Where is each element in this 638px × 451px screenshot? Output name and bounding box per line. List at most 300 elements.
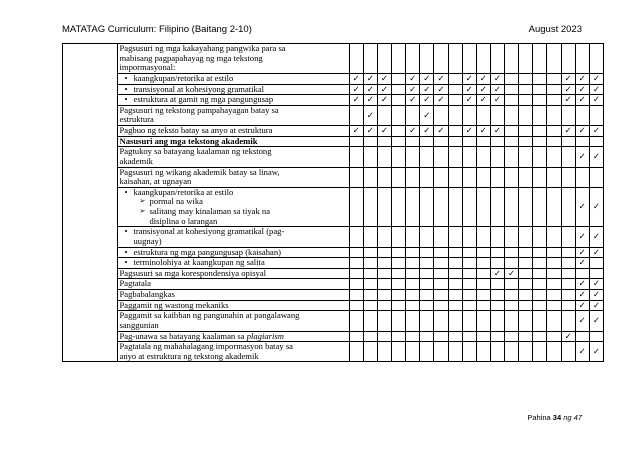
- competency-line: [120, 237, 347, 247]
- check-icon: ✓: [366, 125, 374, 136]
- grade-cell: [63, 126, 118, 137]
- check-icon: ✓: [352, 72, 360, 83]
- check-icon: ✓: [508, 267, 516, 278]
- grade-mark-cell: [392, 268, 406, 279]
- grade-cell: [63, 95, 118, 106]
- grade-mark-cell: [547, 268, 561, 279]
- grade-mark-cell: [575, 187, 589, 227]
- competency-cell: [117, 95, 349, 106]
- grade-mark-cell: [589, 227, 603, 247]
- check-icon: ✓: [437, 83, 445, 94]
- check-icon: ✓: [409, 125, 417, 136]
- grade-mark-cell: [392, 147, 406, 167]
- bullet-icon: •: [124, 94, 128, 105]
- grade-mark-cell: [589, 44, 603, 74]
- grade-mark-cell: [476, 136, 490, 147]
- competency-cell: [117, 311, 349, 331]
- competency-line: [120, 269, 347, 279]
- competency-text: kaisahan, at ugnayan: [119, 176, 192, 187]
- grade-mark-cell: [561, 247, 575, 258]
- grade-mark-cell: [363, 187, 377, 227]
- grade-mark-cell: [420, 300, 434, 311]
- check-icon: ✓: [592, 299, 600, 310]
- grade-mark-cell: [547, 279, 561, 290]
- grade-mark-cell: [505, 95, 519, 106]
- grade-cell: [63, 300, 118, 311]
- grade-mark-cell: [434, 147, 448, 167]
- grade-mark-cell: [575, 73, 589, 84]
- competency-text: sanggunian: [119, 319, 159, 330]
- grade-mark-cell: [406, 84, 420, 95]
- grade-mark-cell: [363, 268, 377, 279]
- grade-mark-cell: [533, 268, 547, 279]
- grade-mark-cell: [448, 227, 462, 247]
- competency-cell: [117, 44, 349, 74]
- grade-mark-cell: [434, 95, 448, 106]
- grade-mark-cell: [589, 258, 603, 269]
- grade-mark-cell: [406, 300, 420, 311]
- grade-cell: [63, 105, 118, 125]
- grade-mark-cell: [519, 247, 533, 258]
- grade-mark-cell: [589, 290, 603, 301]
- grade-mark-cell: [420, 84, 434, 95]
- grade-mark-cell: [547, 136, 561, 147]
- competency-cell: [117, 247, 349, 258]
- grade-mark-cell: [406, 167, 420, 187]
- grade-cell: [63, 290, 118, 301]
- check-icon: ✓: [479, 125, 487, 136]
- grade-mark-cell: [533, 279, 547, 290]
- grade-mark-cell: [448, 331, 462, 342]
- check-icon: ✓: [592, 125, 600, 136]
- grade-mark-cell: [547, 126, 561, 137]
- document-header-title: MATATAG Curriculum: Filipino (Baitang 2-10): [62, 24, 252, 35]
- competency-cell: [117, 258, 349, 269]
- competency-text: Pagsusuri ng tekstong pampahayagan batay sa: [119, 104, 279, 115]
- grade-mark-cell: [519, 187, 533, 227]
- table-row: [63, 268, 604, 279]
- grade-mark-cell: [561, 279, 575, 290]
- grade-mark-cell: [505, 73, 519, 84]
- grade-mark-cell: [505, 342, 519, 362]
- check-icon: ✓: [380, 94, 389, 105]
- check-icon: ✓: [564, 330, 572, 341]
- grade-mark-cell: [434, 258, 448, 269]
- grade-cell: [63, 136, 118, 147]
- grade-mark-cell: [462, 331, 476, 342]
- grade-mark-cell: [434, 227, 448, 247]
- grade-mark-cell: [349, 84, 363, 95]
- competency-cell: [117, 268, 349, 279]
- check-icon: ✓: [352, 83, 360, 94]
- check-icon: ✓: [423, 125, 431, 136]
- grade-cell: [63, 167, 118, 187]
- grade-mark-cell: [363, 73, 377, 84]
- competency-text: akademik: [119, 155, 153, 166]
- grade-mark-cell: [363, 279, 377, 290]
- grade-mark-cell: [505, 227, 519, 247]
- grade-mark-cell: [519, 258, 533, 269]
- competency-text: Pagbuo ng teksto batay sa anyo at estruktura: [119, 125, 273, 135]
- competency-italic-term: plagiarism: [246, 330, 284, 341]
- grade-mark-cell: [420, 342, 434, 362]
- grade-mark-cell: [476, 147, 490, 167]
- grade-mark-cell: [476, 290, 490, 301]
- competency-cell: [117, 73, 349, 84]
- grade-mark-cell: [589, 167, 603, 187]
- grade-mark-cell: [406, 147, 420, 167]
- check-icon: ✓: [592, 289, 600, 300]
- grade-mark-cell: [377, 342, 391, 362]
- competency-line: [120, 352, 347, 362]
- grade-mark-cell: [519, 95, 533, 106]
- competency-line: [120, 177, 347, 187]
- grade-mark-cell: [462, 136, 476, 147]
- check-icon: ✓: [592, 278, 600, 289]
- grade-mark-cell: [349, 311, 363, 331]
- check-icon: ✓: [592, 151, 600, 162]
- table-row: [63, 311, 604, 331]
- grade-mark-cell: [377, 258, 391, 269]
- grade-mark-cell: [547, 73, 561, 84]
- grade-cell: [63, 311, 118, 331]
- grade-mark-cell: [547, 258, 561, 269]
- grade-mark-cell: [561, 300, 575, 311]
- grade-mark-cell: [476, 227, 490, 247]
- grade-mark-cell: [349, 147, 363, 167]
- grade-mark-cell: [533, 311, 547, 331]
- competency-text: uugnay): [133, 235, 162, 246]
- grade-mark-cell: [519, 136, 533, 147]
- grade-mark-cell: [420, 147, 434, 167]
- competency-text: mabisang pagpapahayag ng mga tekstong: [119, 52, 263, 63]
- grade-mark-cell: [434, 311, 448, 331]
- grade-mark-cell: [547, 95, 561, 106]
- check-icon: ✓: [592, 315, 600, 326]
- grade-mark-cell: [561, 95, 575, 106]
- check-icon: ✓: [437, 94, 445, 105]
- check-icon: ✓: [592, 201, 600, 212]
- competency-line: [120, 258, 347, 268]
- competency-text: kaangkupan/retorika at estilo: [133, 186, 234, 197]
- grade-mark-cell: [561, 84, 575, 95]
- check-icon: ✓: [592, 345, 600, 356]
- competency-cell: [117, 136, 349, 147]
- grade-mark-cell: [547, 290, 561, 301]
- check-icon: ✓: [352, 125, 360, 136]
- grade-mark-cell: [448, 44, 462, 74]
- grade-mark-cell: [392, 311, 406, 331]
- grade-mark-cell: [377, 167, 391, 187]
- grade-mark-cell: [490, 44, 504, 74]
- grade-mark-cell: [575, 342, 589, 362]
- grade-mark-cell: [547, 187, 561, 227]
- competency-cell: [117, 126, 349, 137]
- grade-mark-cell: [462, 187, 476, 227]
- grade-mark-cell: [490, 290, 504, 301]
- grade-mark-cell: [547, 227, 561, 247]
- table-row: [63, 258, 604, 269]
- grade-mark-cell: [377, 84, 391, 95]
- footer-prefix: Pahina: [527, 413, 553, 422]
- grade-mark-cell: [392, 279, 406, 290]
- grade-mark-cell: [561, 268, 575, 279]
- grade-mark-cell: [363, 227, 377, 247]
- grade-mark-cell: [519, 279, 533, 290]
- grade-mark-cell: [420, 136, 434, 147]
- bullet-icon: •: [124, 72, 128, 83]
- grade-mark-cell: [490, 167, 504, 187]
- grade-mark-cell: [406, 73, 420, 84]
- grade-mark-cell: [589, 84, 603, 95]
- table-row: [63, 147, 604, 167]
- grade-mark-cell: [420, 227, 434, 247]
- check-icon: ✓: [479, 72, 487, 83]
- grade-mark-cell: [505, 331, 519, 342]
- grade-mark-cell: [434, 342, 448, 362]
- grade-mark-cell: [505, 147, 519, 167]
- grade-mark-cell: [448, 105, 462, 125]
- bullet-icon: •: [124, 226, 128, 237]
- grade-mark-cell: [462, 44, 476, 74]
- competency-text: Nasusuri ang mga tekstong akademik: [119, 135, 258, 146]
- grade-mark-cell: [575, 331, 589, 342]
- grade-mark-cell: [476, 279, 490, 290]
- bullet-icon: •: [124, 186, 128, 197]
- grade-mark-cell: [490, 300, 504, 311]
- competency-text: estruktura: [119, 114, 154, 125]
- competency-line: [120, 290, 347, 300]
- grade-mark-cell: [589, 279, 603, 290]
- grade-mark-cell: [575, 95, 589, 106]
- grade-mark-cell: [575, 247, 589, 258]
- competency-cell: [117, 290, 349, 301]
- table-row: [63, 279, 604, 290]
- check-icon: ✓: [493, 267, 502, 278]
- table-row: [63, 44, 604, 74]
- grade-mark-cell: [349, 331, 363, 342]
- grade-mark-cell: [377, 44, 391, 74]
- grade-mark-cell: [377, 300, 391, 311]
- competency-text: Pagtukoy sa batayang kaalaman ng tekstong: [119, 146, 272, 157]
- grade-mark-cell: [434, 44, 448, 74]
- competency-line: [120, 85, 347, 95]
- competency-line: [120, 321, 347, 331]
- grade-mark-cell: [575, 279, 589, 290]
- footer-suffix: ng 47: [561, 413, 582, 422]
- grade-mark-cell: [533, 95, 547, 106]
- grade-mark-cell: [420, 247, 434, 258]
- grade-mark-cell: [349, 227, 363, 247]
- grade-mark-cell: [420, 95, 434, 106]
- grade-mark-cell: [462, 300, 476, 311]
- grade-mark-cell: [533, 331, 547, 342]
- grade-mark-cell: [406, 247, 420, 258]
- grade-mark-cell: [505, 167, 519, 187]
- grade-mark-cell: [349, 342, 363, 362]
- competency-line: [120, 115, 347, 125]
- grade-mark-cell: [505, 247, 519, 258]
- grade-mark-cell: [392, 126, 406, 137]
- grade-mark-cell: [519, 268, 533, 279]
- grade-mark-cell: [589, 268, 603, 279]
- grade-mark-cell: [406, 187, 420, 227]
- grade-mark-cell: [519, 44, 533, 74]
- grade-mark-cell: [533, 187, 547, 227]
- competency-text: Pag-unawa sa batayang kaalaman sa: [119, 330, 247, 341]
- check-icon: ✓: [423, 83, 431, 94]
- grade-mark-cell: [476, 84, 490, 95]
- competency-line: [120, 157, 347, 167]
- competency-line: [120, 217, 347, 227]
- bullet-icon: •: [124, 246, 128, 257]
- grade-mark-cell: [561, 147, 575, 167]
- competency-text: Pagsusuri sa mga korespondensiya opisyal: [119, 267, 267, 278]
- grade-mark-cell: [462, 227, 476, 247]
- grade-mark-cell: [490, 268, 504, 279]
- check-icon: ✓: [493, 72, 502, 83]
- competency-line: [120, 63, 347, 73]
- grade-mark-cell: [349, 136, 363, 147]
- competency-cell: [117, 84, 349, 95]
- grade-mark-cell: [490, 147, 504, 167]
- competency-text: transisyonal at kohesiyong gramatikal: [133, 83, 265, 94]
- competency-text: terminolohiya at kaangkupan ng salita: [133, 257, 265, 268]
- grade-mark-cell: [533, 84, 547, 95]
- grade-mark-cell: [476, 167, 490, 187]
- grade-mark-cell: [561, 73, 575, 84]
- grade-cell: [63, 187, 118, 227]
- grade-cell: [63, 44, 118, 74]
- grade-cell: [63, 342, 118, 362]
- grade-mark-cell: [434, 290, 448, 301]
- grade-mark-cell: [363, 290, 377, 301]
- grade-mark-cell: [490, 227, 504, 247]
- grade-mark-cell: [448, 311, 462, 331]
- grade-mark-cell: [561, 105, 575, 125]
- grade-mark-cell: [533, 44, 547, 74]
- grade-mark-cell: [575, 105, 589, 125]
- grade-mark-cell: [420, 44, 434, 74]
- grade-mark-cell: [547, 300, 561, 311]
- grade-mark-cell: [392, 105, 406, 125]
- grade-mark-cell: [448, 268, 462, 279]
- check-icon: ✓: [578, 125, 586, 136]
- grade-mark-cell: [547, 167, 561, 187]
- grade-mark-cell: [462, 167, 476, 187]
- grade-mark-cell: [505, 126, 519, 137]
- grade-mark-cell: [349, 247, 363, 258]
- grade-mark-cell: [392, 300, 406, 311]
- check-icon: ✓: [578, 315, 586, 326]
- check-icon: ✓: [465, 94, 473, 105]
- grade-mark-cell: [448, 342, 462, 362]
- grade-mark-cell: [490, 331, 504, 342]
- grade-mark-cell: [392, 95, 406, 106]
- table-row: [63, 290, 604, 301]
- grade-cell: [63, 331, 118, 342]
- check-icon: ✓: [493, 83, 502, 94]
- check-icon: ✓: [479, 83, 487, 94]
- grade-mark-cell: [561, 342, 575, 362]
- check-icon: ✓: [578, 94, 586, 105]
- grade-mark-cell: [575, 136, 589, 147]
- grade-mark-cell: [392, 247, 406, 258]
- check-icon: ✓: [578, 151, 586, 162]
- grade-mark-cell: [406, 258, 420, 269]
- grade-mark-cell: [547, 331, 561, 342]
- competency-line: [120, 74, 347, 84]
- grade-mark-cell: [392, 290, 406, 301]
- competency-cell: [117, 105, 349, 125]
- grade-mark-cell: [519, 311, 533, 331]
- curriculum-table: [62, 43, 604, 362]
- grade-mark-cell: [377, 147, 391, 167]
- check-icon: ✓: [465, 125, 473, 136]
- grade-mark-cell: [561, 187, 575, 227]
- grade-mark-cell: [349, 290, 363, 301]
- grade-mark-cell: [589, 187, 603, 227]
- check-icon: ✓: [493, 94, 502, 105]
- grade-mark-cell: [448, 73, 462, 84]
- grade-mark-cell: [434, 136, 448, 147]
- competency-text: Pagbabalangkas: [119, 289, 175, 299]
- competency-line: [120, 147, 347, 157]
- competency-text: salitang may kinalaman sa tiyak na: [149, 206, 271, 216]
- check-icon: ✓: [409, 83, 417, 94]
- grade-mark-cell: [490, 187, 504, 227]
- grade-mark-cell: [420, 167, 434, 187]
- competency-cell: [117, 279, 349, 290]
- check-icon: ✓: [564, 72, 572, 83]
- grade-mark-cell: [519, 290, 533, 301]
- grade-mark-cell: [519, 331, 533, 342]
- competency-text: estruktura ng mga pangungusap (kaisahan): [133, 246, 281, 257]
- grade-mark-cell: [349, 105, 363, 125]
- grade-mark-cell: [448, 187, 462, 227]
- competency-line: [120, 301, 347, 311]
- grade-mark-cell: [519, 84, 533, 95]
- grade-mark-cell: [561, 227, 575, 247]
- grade-mark-cell: [448, 247, 462, 258]
- grade-mark-cell: [434, 268, 448, 279]
- grade-mark-cell: [490, 105, 504, 125]
- grade-mark-cell: [505, 258, 519, 269]
- competency-text: anyo at estruktura ng tekstong akademik: [119, 350, 259, 361]
- check-icon: ✓: [592, 94, 600, 105]
- grade-mark-cell: [476, 247, 490, 258]
- grade-mark-cell: [476, 105, 490, 125]
- grade-mark-cell: [349, 95, 363, 106]
- grade-cell: [63, 84, 118, 95]
- grade-mark-cell: [349, 44, 363, 74]
- grade-mark-cell: [363, 331, 377, 342]
- check-icon: ✓: [380, 83, 389, 94]
- grade-mark-cell: [363, 44, 377, 74]
- check-icon: ✓: [423, 109, 431, 120]
- grade-mark-cell: [476, 258, 490, 269]
- grade-mark-cell: [434, 84, 448, 95]
- grade-mark-cell: [377, 268, 391, 279]
- grade-mark-cell: [589, 147, 603, 167]
- grade-mark-cell: [561, 258, 575, 269]
- grade-mark-cell: [561, 44, 575, 74]
- grade-mark-cell: [420, 126, 434, 137]
- check-icon: ✓: [578, 246, 586, 257]
- grade-mark-cell: [377, 136, 391, 147]
- competency-text: Pagsusuri ng wikang akademik batay sa linaw,: [119, 166, 280, 177]
- bullet-icon: •: [124, 83, 128, 94]
